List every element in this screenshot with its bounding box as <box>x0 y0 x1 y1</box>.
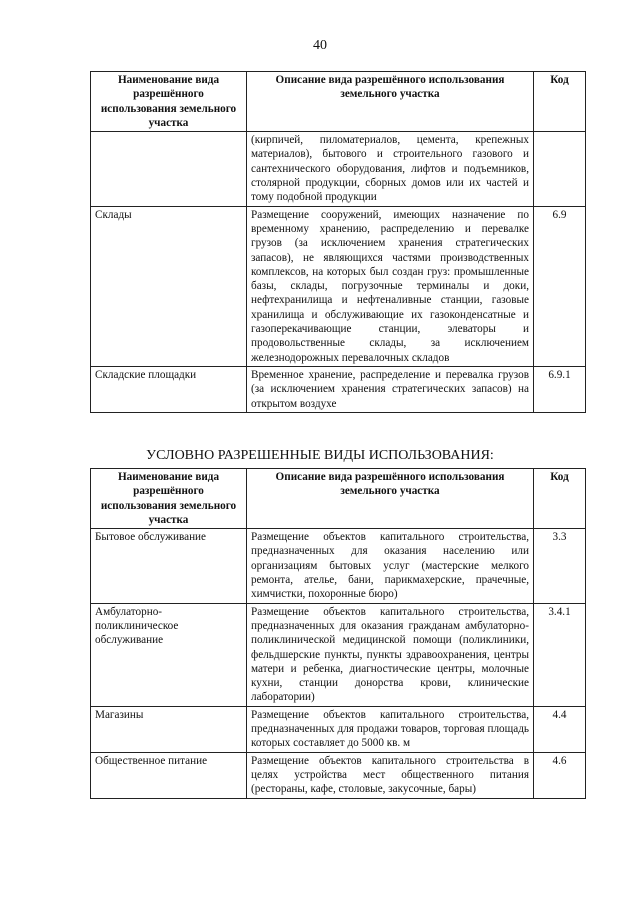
row-code: 6.9.1 <box>534 366 586 412</box>
section-title: УСЛОВНО РАЗРЕШЕННЫЕ ВИДЫ ИСПОЛЬЗОВАНИЯ: <box>146 448 494 463</box>
row-name: Магазины <box>91 706 247 752</box>
row-description: Размещение объектов капитального строительства в целях устройства мест общественного питания (рестораны, кафе, столовые, закусочные, бары) <box>247 752 534 798</box>
row-description: (кирпичей, пиломатериалов, цемента, крепежных материалов), бытового и строительного газового и сантехнического оборудования, лифтов и подъемников, столярной продукции, сборных домов или их частей и тому подобной продукции <box>247 132 534 206</box>
row-code: 3.3 <box>534 529 586 603</box>
column-header-name: Наименование вида разрешённого использования земельного участка <box>91 469 247 529</box>
table-row <box>91 206 586 366</box>
row-name: Складские площадки <box>91 366 247 412</box>
row-code: 3.4.1 <box>534 603 586 706</box>
column-header-code: Код <box>534 72 586 132</box>
column-header-description: Описание вида разрешённого использования земельного участка <box>247 72 534 132</box>
row-description: Размещение объектов капитального строительства, предназначенных для оказания населению или организациям бытовых услуг (мастерские мелкого ремонта, ателье, бани, парикмахерские, прачечные, химчистки, похоронные бюро) <box>247 529 534 603</box>
table-header-row <box>91 469 586 529</box>
row-name: Склады <box>91 206 247 366</box>
row-code: 4.6 <box>534 752 586 798</box>
table-row <box>91 366 586 412</box>
column-header-name: Наименование вида разрешённого использования земельного участка <box>91 72 247 132</box>
row-name: Бытовое обслуживание <box>91 529 247 603</box>
row-description: Временное хранение, распределение и перевалка грузов (за исключением хранения стратегических запасов) на открытом воздухе <box>247 366 534 412</box>
column-header-description: Описание вида разрешённого использования земельного участка <box>247 469 534 529</box>
row-description: Размещение объектов капитального строительства, предназначенных для оказания гражданам амбулаторно-поликлинической медицинской помощи (поликлиники, фельдшерские пункты, пункты здравоохранения, центры матери и ребенка, диагностические центры, молочные кухни, станции донорства крови, клинические лаборатории) <box>247 603 534 706</box>
row-description: Размещение сооружений, имеющих назначение по временному хранению, распределению и перевалке грузов (за исключением хранения стратегических запасов), не являющихся частями производственных комплексов, на которых был создан груз: промышленные базы, склады, погрузочные терминалы и доки, нефтехранилища и нефтеналивные станции, газовые хранилища и обслуживающие их газоконденсатные и газоперекачивающие станции, элеваторы и продовольственные склады, за исключением железнодорожных перевалочных складов <box>247 206 534 366</box>
row-code <box>534 132 586 206</box>
table-row <box>91 752 586 798</box>
row-code: 6.9 <box>534 206 586 366</box>
table-header-row <box>91 72 586 132</box>
row-description: Размещение объектов капитального строительства, предназначенных для продажи товаров, торговая площадь которых составляет до 5000 кв. м <box>247 706 534 752</box>
permitted-uses-table <box>90 71 586 413</box>
column-header-code: Код <box>534 469 586 529</box>
table-row <box>91 529 586 603</box>
row-name: Амбулаторно-поликлиническое обслуживание <box>91 603 247 706</box>
page-number: 40 <box>313 38 327 53</box>
conditional-uses-table <box>90 468 586 799</box>
row-code: 4.4 <box>534 706 586 752</box>
table-row <box>91 132 586 206</box>
row-name: Общественное питание <box>91 752 247 798</box>
table-row <box>91 603 586 706</box>
row-name <box>91 132 247 206</box>
table-row <box>91 706 586 752</box>
